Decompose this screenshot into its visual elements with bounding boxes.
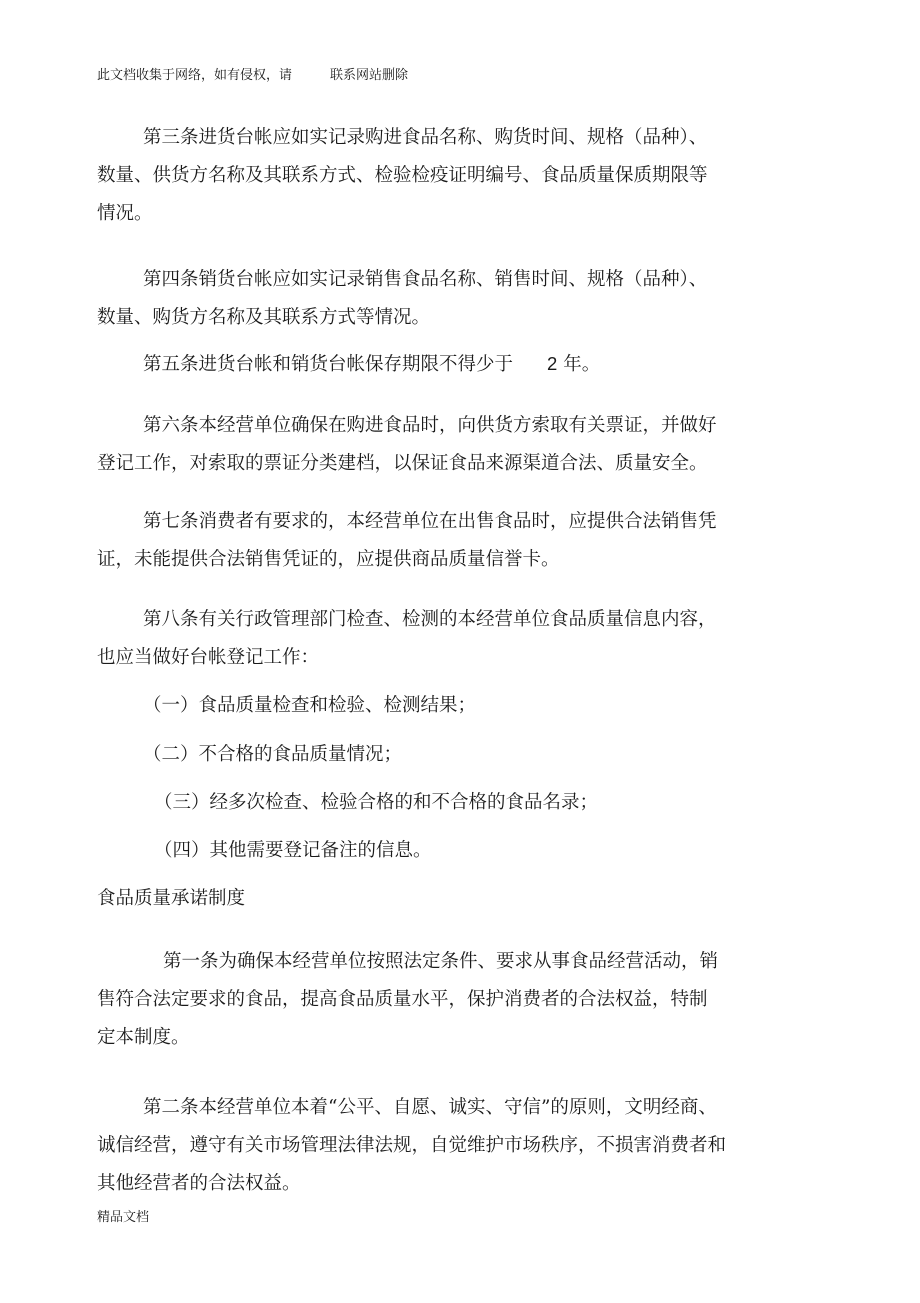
page-header (97, 67, 408, 85)
article-5: 第五条进货台帐和销货台帐保存期限不得少于 2 年。 (143, 353, 601, 375)
list-item: （三）经多次检查、检验合格的和不合格的食品名录； (154, 792, 599, 813)
commitment-article-1: 第一条为确保本经营单位按照法定条件、要求从事食品经营活动，销 售符合法定要求的食品，提高食品质量水平，保护消费者的合法权益，特制 定本制度。 (97, 951, 719, 1048)
list-item: （四）其他需要登记备注的信息。 (154, 840, 432, 861)
retention-years-value: 2 (547, 353, 558, 374)
commitment-article-2: 第二条本经营单位本着“公平、自愿、诚实、守信”的原则，文明经商、 诚信经营，遵守有关市场管理法律法规，自觉维护市场秩序，不损害消费者和 其他经营者的合法权益。 (97, 1097, 727, 1194)
article-7: 第七条消费者有要求的，本经营单位在出售食品时，应提供合法销售凭 证，未能提供合法销售凭证的，应提供商品质量信誉卡。 (97, 511, 717, 570)
header-right-text: 联系网站删除 (330, 68, 409, 83)
article-8: 第八条有关行政管理部门检查、检测的本经营单位食品质量信息内容， 也应当做好台帐登记工作： (97, 609, 717, 668)
section-title: 食品质量承诺制度 (97, 888, 246, 909)
page-footer: 精品文档 (97, 1210, 150, 1225)
article-6: 第六条本经营单位确保在购进食品时，向供货方索取有关票证，并做好 登记工作，对索取的票证分类建档，以保证食品来源渠道合法、质量安全。 (97, 415, 717, 474)
list-item: （一）食品质量检查和检验、检测结果； (143, 695, 477, 716)
article-4: 第四条销货台帐应如实记录销售食品名称、销售时间、规格（品种）、 数量、购货方名称及其联系方式等情况。 (97, 269, 708, 328)
header-left-text: 此文档收集于网络，如有侵权，请 (97, 68, 293, 83)
article-3: 第三条进货台帐应如实记录购进食品名称、购货时间、规格（品种）、 数量、供货方名称及其联系方式、检验检疫证明编号、食品质量保质期限等 情况。 (97, 127, 708, 224)
list-item: （二）不合格的食品质量情况； (143, 744, 403, 765)
